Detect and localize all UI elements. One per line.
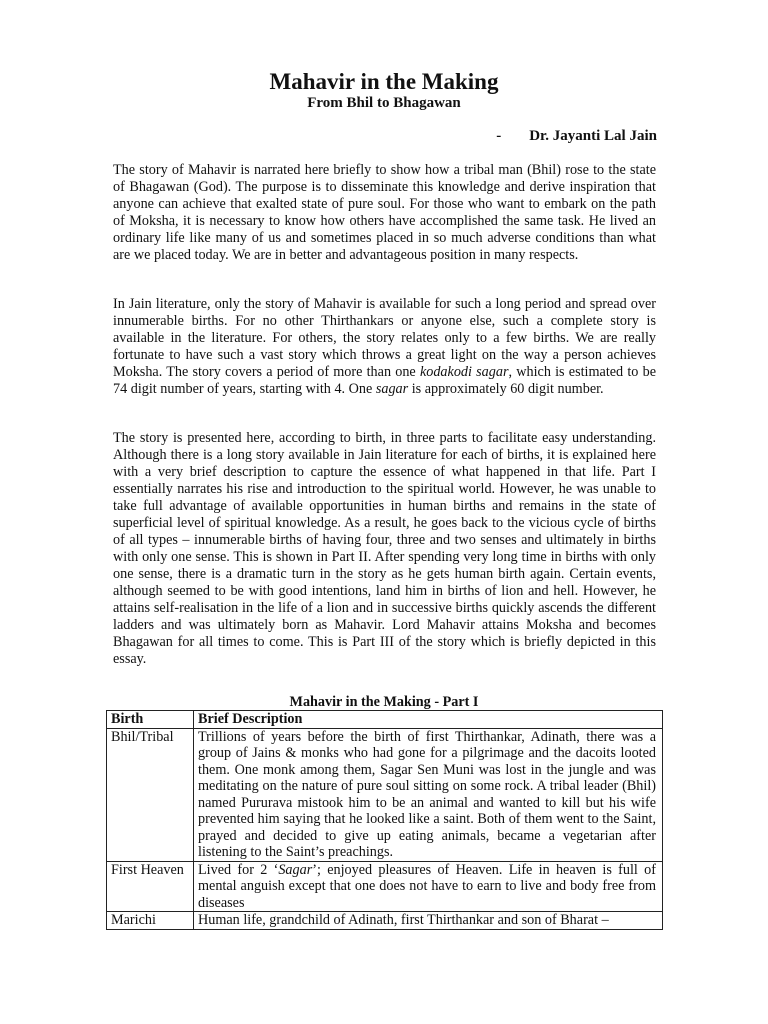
birth-cell: First Heaven	[107, 861, 194, 912]
description-cell	[194, 861, 663, 912]
table-row	[107, 912, 663, 930]
table-row	[107, 861, 663, 912]
births-table	[106, 710, 663, 930]
text-segment: Trillions of years before the birth of first Thirthankar, Adinath, there was a group of Jains & monks who had gone for a pilgrimage and the dacoits looted them. One monk among them, Sagar Sen Muni was lost in the jungle and was meditating on the nature of pure soul sitting on some rock. A tribal leader (Bhil) named Pururava mistook him to be an animal and wanted to kill but his wife prevented him saying that he looked like a saint. Both of them went to the Saint, prayed and decided to give up eating animals, became a vegetarian after listening to the Saint’s preachings.	[198, 728, 656, 860]
birth-cell: Marichi	[107, 912, 194, 930]
text-segment: ’; enjoyed pleasures of Heaven. Life in heaven is full of mental anguish except that one does not have to earn to live and body free from diseases	[198, 861, 656, 911]
italic-term: kodakodi sagar	[419, 364, 509, 380]
document-subtitle: From Bhil to Bhagawan	[307, 95, 461, 111]
paragraph-story-structure	[113, 430, 656, 668]
text-segment: The story of Mahavir is narrated here briefly to show how a tribal man (Bhil) rose to the state of Bhagawan (God). The purpose is to disseminate this knowledge and derive inspiration that anyone can achieve that exalted state of pure soul. For those who want to embark on the path of Moksha, it is necessary to know how others have accomplished the same task. He lived an ordinary life like many of us and sometimes placed in so much adverse conditions than what are we placed today. We are in better and advantageous position in many respects.	[113, 162, 656, 263]
author-dash: -	[496, 128, 502, 144]
paragraph-intro	[113, 162, 656, 264]
italic-term: Sagar	[278, 861, 313, 878]
header-birth: Birth	[107, 711, 194, 729]
table-title: Mahavir in the Making - Part I	[289, 694, 479, 710]
table-header-row	[107, 711, 663, 729]
table-row	[107, 728, 663, 861]
birth-cell: Bhil/Tribal	[107, 728, 194, 861]
text-segment: Human life, grandchild of Adinath, first Thirthankar and son of Bharat –	[198, 912, 609, 928]
header-brief-description: Brief Description	[194, 711, 663, 729]
text-segment: In Jain literature, only the story of Mahavir is available for such a long period and spread over innumerable births. For no other Thirthankars or anyone else, such a complete story is available in the literature. For others, the story relates only to a few births. We are really fortunate to have such a vast story which throws a great light on the way a person achieves Moksha. The story covers a period of more than one	[113, 296, 656, 380]
births-table-body	[107, 728, 663, 929]
text-segment: Lived for 2 ‘	[198, 861, 279, 878]
text-segment: , which is estimated to be 74 digit number of years, starting with 4. One	[113, 364, 656, 397]
text-segment: is approximately 60 digit number.	[408, 381, 604, 397]
author-name: Dr. Jayanti Lal Jain	[529, 128, 657, 144]
author-line	[496, 127, 657, 145]
page-bottom-margin	[0, 932, 768, 1024]
description-cell	[194, 912, 663, 930]
text-segment: The story is presented here, according to birth, in three parts to facilitate easy understanding. Although there is a long story available in Jain literature for each of births, it is explained here with a very brief description to capture the essence of what happened in that life. Part I essentially narrates his rise and introduction to the spiritual world. However, he was unable to take full advantage of available opportunities in human births and remains in the state of superficial level of spiritual knowledge. As a result, he goes back to the vicious cycle of births of all types – innumerable births of having four, three and two senses and ultimately in births with only one sense. This is shown in Part II. After spending very long time in births with only one sense, there is a dramatic turn in the story as he gets human birth again. Certain events, although seemed to be with good intentions, land him in births of lion and hell. However, he attains self-realisation in the life of a lion and in successive births quickly ascends the different ladders and was ultimately born as Mahavir. Lord Mahavir attains Moksha and becomes Bhagawan for all times to come. This is Part III of the story which is briefly depicted in this essay.	[113, 430, 656, 667]
document-title: Mahavir in the Making	[269, 69, 499, 94]
paragraph-jain-literature	[113, 296, 656, 398]
italic-term: sagar	[375, 381, 409, 397]
description-cell	[194, 728, 663, 861]
